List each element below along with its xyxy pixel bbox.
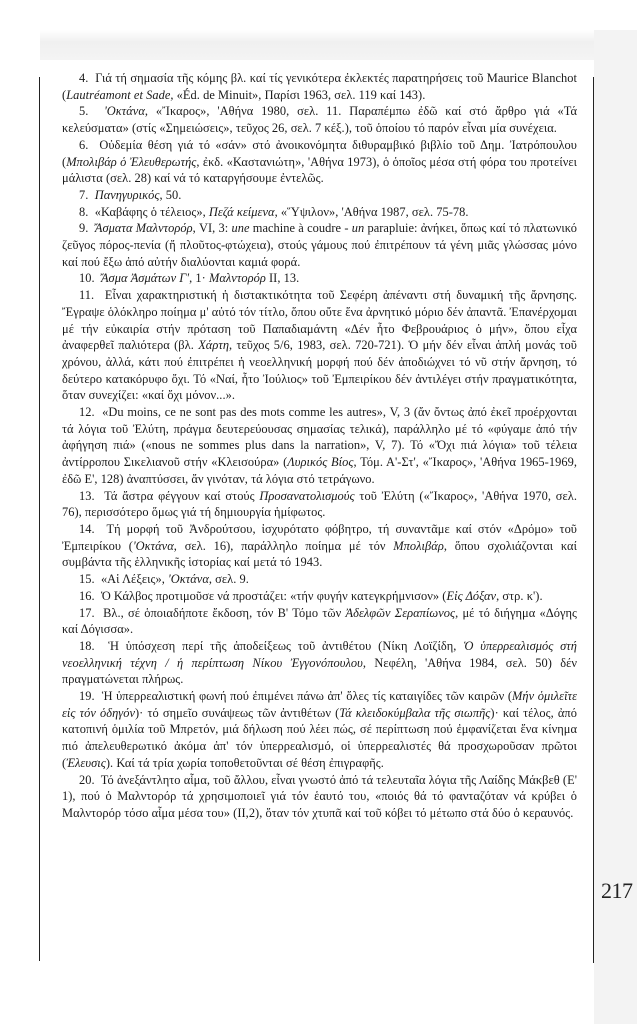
endnote-text: Τά ἄστρα φέγγουν καί στούς bbox=[104, 488, 260, 503]
endnote-title-italic: 'Οκτάνα bbox=[168, 572, 209, 587]
endnote-text: , σελ. 9. bbox=[208, 572, 249, 587]
endnote-title-italic: Ἀδελφῶν Σεραπίωνος bbox=[345, 605, 456, 620]
endnote-title-italic: Εἰς Δόξαν bbox=[446, 588, 497, 603]
endnote bbox=[62, 638, 577, 688]
scan-margin-right bbox=[594, 30, 637, 1024]
endnote-title-italic: Ἄσμα Ἀσμάτων Γ' bbox=[100, 271, 190, 286]
endnote-title-italic: Χάρτη bbox=[198, 338, 230, 353]
endnote bbox=[62, 220, 577, 270]
endnote-title-italic: Lautréamont et Sade, bbox=[66, 87, 174, 102]
endnote-text: Βλ., σέ ὁποιαδήποτε ἔκδοση, τόν Β' Τόμο τῶν bbox=[103, 605, 346, 620]
endnote bbox=[62, 204, 577, 221]
endnote-number: 18. bbox=[79, 638, 109, 653]
endnote-text: ). Καί τά τρία χωρία τοποθετοῦνται σέ θέση ἐπιγραφῆς. bbox=[105, 755, 384, 770]
page-border-left bbox=[39, 77, 40, 961]
endnote-text: , «Ὕψιλον», 'Αθήνα 1987, σελ. 75-78. bbox=[274, 204, 469, 219]
endnote-title-italic: une bbox=[231, 221, 250, 236]
endnote bbox=[62, 488, 577, 521]
endnote bbox=[62, 187, 577, 204]
endnote bbox=[62, 688, 577, 772]
endnote-number: 9. bbox=[79, 221, 95, 236]
endnote-text: , στρ. κ'). bbox=[496, 588, 543, 603]
endnote-number: 7. bbox=[79, 187, 95, 202]
endnote bbox=[62, 605, 577, 638]
endnote-title-italic: Ὁ ὑπερρεαλισμός στή νεοελληνική τέχνη / ἡ περίπτωση Νίκου Ἐγγονόπουλου bbox=[62, 638, 577, 670]
endnote-text: «Καβάφης ὁ τέλειος», bbox=[94, 204, 209, 219]
endnote-text: machine à coudre - bbox=[249, 221, 352, 236]
endnote-title-italic: Λυρικός Βίος bbox=[287, 455, 354, 470]
endnote bbox=[62, 287, 577, 404]
endnote-number: 19. bbox=[79, 689, 102, 704]
endnote-text: «Αἱ Λέξεις», bbox=[100, 572, 169, 587]
scan-shadow-top bbox=[40, 30, 637, 60]
endnote-text: , ὅπου σχολιάζονται καί συμβάντα τῆς ἑλληνικῆς ἱστορίας καί μετά τό 1943. bbox=[62, 538, 577, 570]
endnote-number: 11. bbox=[79, 288, 105, 303]
endnote-text: , τεῦχος 5/6, 1983, σελ. 720-721). Ὁ μήν δέν εἶναι ἁπλή μονάς τοῦ χρόνου, ἀλλά, κάτι πού ἐπιτρέπει ἡ νεοελληνική μορφή πού δέν ἀποδιώχνει τό νῦ στήν ἄρνηση, τό δεύτερο κατακόρυφο ὄχι. Τό «Ναί, ἦτο Ἰούλιος» τοῦ Ἐμπειρίκου δέν ἀντιλέγει στήν πραγματικότητα, ὅταν συνεχίζει: «καί ὄχι μόνον...». bbox=[62, 338, 577, 403]
endnote-number: 10. bbox=[79, 271, 101, 286]
endnote-title-italic: 'Οκτάνα bbox=[132, 538, 174, 553]
endnote-text: , 50. bbox=[159, 187, 182, 202]
endnote-number: 4. bbox=[79, 71, 96, 85]
endnote-text: , ἐκδ. «Καστανιώτη», 'Αθήνα 1973), ὁ ὁποῖος μέσα στή φόρα του προτείνει μάλιστα (σελ. 28) καί νά τό καταργήσουμε ἐντελῶς. bbox=[62, 154, 578, 186]
endnote-text: «Éd. de Minuit», Παρίσι 1963, σελ. 119 καί 143). bbox=[173, 87, 426, 102]
endnote bbox=[62, 772, 577, 822]
endnote-number: 15. bbox=[79, 572, 101, 587]
endnote-number: 5. bbox=[79, 104, 105, 119]
endnote-number: 6. bbox=[79, 137, 100, 152]
endnote-title-italic: Μπολιβάρ ὁ Ἐλευθερωτής bbox=[66, 154, 197, 169]
endnote-number: 12. bbox=[79, 405, 103, 420]
endnote-text: , Νεφέλη, 'Αθήνα 1984, σελ. 50) δέν πραγματώνεται πλήρως. bbox=[62, 655, 577, 687]
endnote-text: Γιά τή σημασία τῆς κόμης βλ. καί τίς γενικότερα ἐκλεκτές παρατηρήσεις τοῦ Maurice Blanchot ( bbox=[62, 71, 577, 102]
endnote-text: , VI, 3: bbox=[192, 221, 232, 236]
page-number: 217 bbox=[601, 878, 633, 903]
endnote-title-italic: un bbox=[351, 221, 365, 236]
endnote-number: 14. bbox=[79, 521, 107, 536]
endnote-title-italic: 'Οκτάνα bbox=[104, 104, 145, 119]
endnote bbox=[62, 588, 577, 605]
endnote-text: , σελ. 16), παράλληλο ποίημα μέ τόν bbox=[173, 538, 394, 553]
endnote-text: , μέ τό διήγημα «Δόγης καί Δόγισσα». bbox=[62, 605, 577, 637]
endnote-text: «Du moins, ce ne sont pas des mots comme les autres», V, 3 (ἄν ὄντως ἀπό ἐκεῖ προέρχονται τά λόγια τοῦ Ἐλύτη, πράγμα δευτερεύουσας σημασίας τελικά), παράλληλο μέ τό «φύγαμε ἀπό τήν ἀφήγηση πιά» («nous ne sommes plus dans la narration», V, 7). Τό «Ὄχι πιά λόγια» τοῦ τέλεια ἀντίρροπου Σικελιανοῦ στήν «Κλεισούρα» ( bbox=[62, 405, 578, 470]
endnote-text: Ὁ Κάλβος προτιμοῦσε νά προστάζει: «τήν φυγήν κατεγκρήμνισον» ( bbox=[100, 588, 447, 603]
endnote-text: Τό ἀνεξάντλητο αἷμα, τοῦ ἄλλου, εἶναι γνωστό ἀπό τά τελευταῖα λόγια τῆς Λαίδης Μάκβεθ (Ε' 1), πού ὁ Μαλντορόρ τά χρησιμοποιεῖ γιά τόν ἑαυτό του, «ποιός θά τό φανταζόταν νά κρύβει ὁ Μαλντορόρ τόσο αἷμα μέσα του» (II,2), ὅταν τόν χτυπᾶ καί τοῦ κόβει τό μέτωπο στά δύο ὁ κεραυνός. bbox=[62, 772, 577, 820]
endnote-title-italic: Μήν ὁμιλεῖτε εἰς τόν ὁδηγόν bbox=[62, 689, 578, 720]
endnote-text: Ἡ ὑπόσχεση περί τῆς ἀποδείξεως τοῦ ἀντιθέτου (Νίκη Λοϊζίδη, bbox=[108, 638, 464, 653]
endnote-title-italic: Προσανατολισμούς bbox=[259, 488, 355, 503]
endnote-text: , «Ἴκαρος», 'Αθήνα 1980, σελ. 11. Παραπέμπω ἐδῶ καί στό ἄρθρο γιά «Τά κελεύσματα» (στίς «Σημειώσεις», τεῦχος 26, σελ. 7 κέξ.), τοῦ ὁποίου τό παρόν εἶναι μία συνέχεια. bbox=[62, 104, 577, 136]
endnote-text: )· τό σημεῖο συνάψεως τῶν ἀντιθέτων ( bbox=[135, 705, 340, 720]
endnote-text: , 1· bbox=[189, 271, 209, 286]
endnote-text: Τή μορφή τοῦ Ἀνδρούτσου, ἰσχυρότατο φόβητρο, τή συναντᾶμε καί στόν «Δρόμο» τοῦ Ἐμπειρίκου ( bbox=[62, 521, 577, 553]
endnote bbox=[62, 270, 577, 287]
endnote-text: τοῦ Ἐλύτη («Ἴκαρος», 'Αθήνα 1970, σελ. 76), περισσότερο ὅμως γιά τή δημιουργία ἡμίφωτος. bbox=[62, 488, 577, 520]
endnote-text: Ἡ ὑπερρεαλιστική φωνή πού ἐπιμένει πάνω ἀπ' ὅλες τίς καταιγίδες τῶν καιρῶν ( bbox=[101, 689, 513, 704]
endnote-text: , Τόμ. Α'-Στ', «Ἴκαρος», 'Αθήνα 1965-1969, ἐδῶ Ε', 128) ἀναπτύσσει, ἄν γινόταν, τά λόγια στό τετράγωνο. bbox=[62, 455, 577, 486]
endnote bbox=[62, 103, 577, 136]
endnote-number: 8. bbox=[79, 204, 95, 219]
endnote-text: parapluie: ἀνήκει, ὅπως καί τό πλατωνικό ζεῦγος πόρος-πενία (ἤ πλοῦτος-φτώχεια), στούς γάμους πού ἐπιτρέπουν τά γένη μιᾶς γλώσσας μόνο καί πού ἔξω ἀπό αὐτήν διαλύονται καμιά φορά. bbox=[62, 221, 577, 269]
endnote-text: Οὐδεμία θέση γιά τό «σάν» στό ἀνοικονόμητα διθυραμβικό βιβλίο τοῦ Δημ. Ἰατρόπουλου ( bbox=[62, 137, 577, 169]
endnote-number: 13. bbox=[79, 488, 105, 503]
endnote-title-italic: Ἄσματα Μαλντορόρ bbox=[94, 221, 193, 236]
endnote bbox=[62, 137, 577, 187]
endnote-text: Εἶναι χαρακτηριστική ἡ διστακτικότητα τοῦ Σεφέρη ἀπέναντι στή δυναμική τῆς ἄρνησης. Ἔγραψε ὁλόκληρο ποίημα μ' αὐτό τόν τίτλο, ὅπου οὔτε ἕνα ἀρνητικό μόριο δέν ἀπαντᾶ. Ἐπανέρχομαι μέ τήν εὐκαιρία στήν πρόταση τοῦ Παπαδιαμάντη «Δέν ἦτο Φεβρουάριος ὁ μήν», ὅπου εἶχα ἀναφερθεῖ παλιότερα (βλ. bbox=[62, 288, 577, 353]
page-border-right bbox=[593, 77, 594, 963]
endnote-title-italic: Τά κλειδοκύμβαλα τῆς σιωπῆς bbox=[339, 705, 491, 720]
endnote bbox=[62, 571, 577, 588]
endnote-number: 16. bbox=[79, 588, 101, 603]
endnote-number: 17. bbox=[79, 605, 104, 620]
endnote-title-italic: Πανηγυρικός bbox=[94, 187, 160, 202]
endnote-title-italic: Πεζά κείμενα bbox=[208, 204, 275, 219]
endnote-title-italic: Ἐλευσις bbox=[66, 755, 106, 770]
endnote bbox=[62, 404, 577, 488]
endnote bbox=[62, 521, 577, 571]
endnote bbox=[62, 70, 577, 103]
endnote-title-italic: Μπολιβάρ bbox=[393, 538, 444, 553]
endnote-title-italic: Μαλντορόρ bbox=[208, 271, 266, 286]
endnote-text: II, 13. bbox=[265, 271, 300, 286]
endnote-number: 20. bbox=[79, 772, 101, 787]
endnotes-list bbox=[62, 70, 577, 822]
endnote-text: )· καί τέλος, ἀπό κατοπινή ὁμιλία τοῦ Μπρετόν, μιά δήλωση πού λέει πώς, σέ περίπτωση πού ἐμφανίζεται ἕνα κίνημα πιό ἀπελευθερωτικό ἀκόμα ἀπ' τόν ὑπερρεαλισμό, οἱ ὑπερρεαλιστές θά προσχωροῦσαν πρῶτοι ( bbox=[62, 705, 577, 770]
